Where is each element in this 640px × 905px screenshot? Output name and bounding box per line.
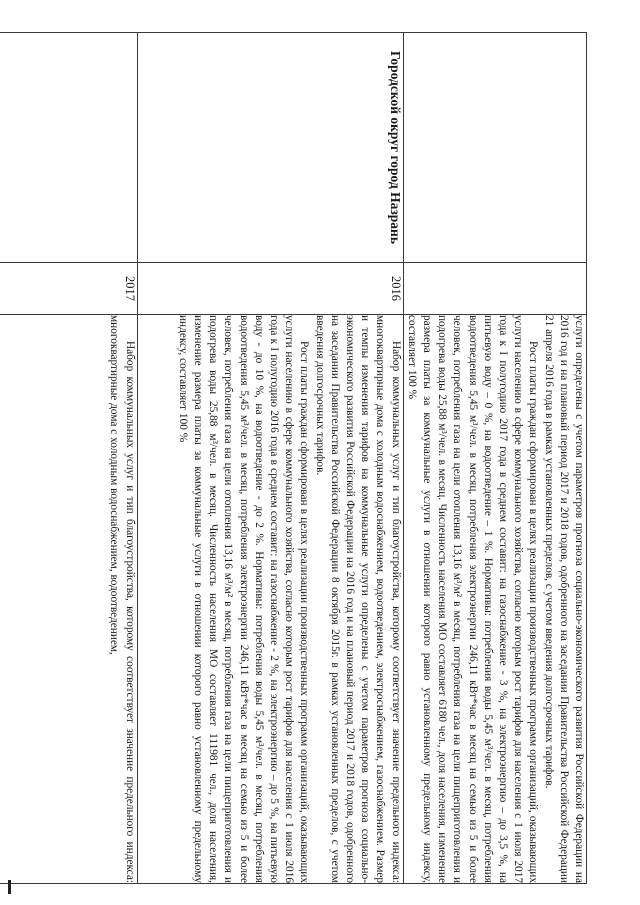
table-row bbox=[137, 33, 403, 884]
description-cell bbox=[403, 315, 586, 884]
empty-cell bbox=[0, 33, 137, 263]
rotated-page bbox=[5, 0, 625, 883]
paragraph: Рост платы граждан сформирован в целях реализации производственных программ организаций, оказывающих услуги населению в сфере коммунального хозяйства, согласно которым рост тарифов для населения с 1 июля 2017 года к I полугодию 2017 года в среднем составит: на газоснабжение - 3 %, на электроэнергию – до 3,5 %, на питьевую воду – 0 %, на водоотведение – 1 %. Нормативы: потребления воды 5,45 м³/чел. в месяц, потребления водоотведения 5,45 м³/чел. в месяц, потребления электроэнергии 246,11 кВт*час в месяц на семью из 5 и более человек, потребления газа на цели отопления 13,16 м³/м² в месяц, потребления газа на цели пищеприготовления и подогрева воды 25,88 м³/чел. в месяц. Численность населения МО составляет 6180 чел., доля населения, изменение размера платы за коммунальные услуги в отношении которого равно установленному предельному индексу, составляет 100 % bbox=[405, 315, 540, 883]
paragraph: услуги определены с учетом параметров прогноза социально-экономического развития Российской Федерации на 2016 год и на плановый период 2017 и 2018 годов, одобренного на заседании Правительства Российской Федерации 21 апреля 2016 года в рамках установленных пределов, с учетом введения долгосрочных тарифов. bbox=[542, 315, 585, 883]
year-cell bbox=[0, 263, 137, 315]
description-cell bbox=[0, 315, 137, 884]
empty-cell bbox=[403, 33, 586, 263]
year-label: 2017 bbox=[122, 276, 137, 301]
table-row bbox=[0, 33, 137, 884]
year-label: 2016 bbox=[388, 276, 403, 301]
scan-mark bbox=[8, 880, 11, 894]
municipality-cell bbox=[137, 33, 403, 263]
year-cell bbox=[137, 263, 403, 315]
municipality-name: Городской округ город Назрань bbox=[387, 51, 403, 244]
tariff-table bbox=[0, 32, 587, 884]
table-row bbox=[403, 33, 586, 884]
description-cell bbox=[137, 315, 403, 884]
paragraph: Рост платы граждан сформирован в целях реализации производственных программ организаций, оказывающих услуги населению в сфере коммунального хозяйства, согласно которым рост тарифов для населения с 1 июля 2016 года к I полугодию 2016 года в среднем составит: на газоснабжение - 2 %, на электроэнергию – до 5 %, на питьевую воду - до 10 %, на водоотведение - до 2 %. Нормативы: потребления воды 5,45 м³/чел. в месяц, потребления водоотведения 5,45 м³/чел. в месяц, потребления электроэнергии 246,11 кВт*час в месяц на семью из 5 и более человек, потребления газа на цели отопления 13,16 м³/м² в месяц, потребления газа на цели пищеприготовления и подогрева воды 25,88 м³/чел. в месяц. Численность населения МО составляет 111981 чел., доля населения, изменение размера платы за коммунальные услуги в отношении которого равно установленному предельному индексу, составляет 100 % bbox=[176, 315, 311, 883]
year-cell bbox=[403, 263, 586, 315]
paragraph: Набор коммунальных услуг и тип благоустройства, которому соответствует значение предельного индекса: многоквартирные дома с холодным водоснабжением, водоотведением, электроснабжением, газоснабжением. Размер и темпы изменения тарифов на коммунальные услуги определены с учетом параметров прогноза социально-экономического развития Российской Федерации на 2016 год и на плановый период 2017 и 2018 годов, одобренного на заседании Правительства Российской Федерации 8 октября 2015г. в рамках установленных пределов, с учетом введения долгосрочных тарифов. bbox=[313, 315, 402, 883]
paragraph: Набор коммунальных услуг и тип благоустройства, которому соответствует значение предельного индекса: многоквартирные дома с холодным водоснабжением, водоотведением, bbox=[108, 315, 136, 883]
